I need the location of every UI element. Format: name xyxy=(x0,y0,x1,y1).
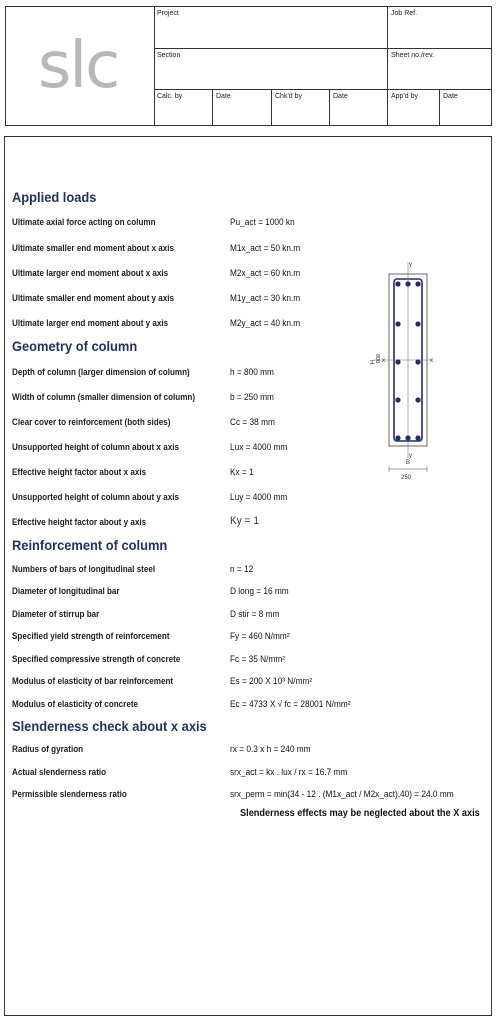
x-axis-label-right: x xyxy=(430,358,433,364)
row-label: Ultimate axial force acting on column xyxy=(12,217,156,227)
row-label: Specified yield strength of reinforcement xyxy=(12,631,170,641)
row-value: M1y_act = 30 kn.m xyxy=(230,293,301,303)
row-value: Ky = 1 xyxy=(230,515,259,527)
row-value: rx = 0.3 x h = 240 mm xyxy=(230,744,311,754)
rebar xyxy=(415,281,420,286)
row-label: Unsupported height of column about y axis xyxy=(12,492,179,502)
rebar xyxy=(405,435,410,440)
row-label: Permissible slenderness ratio xyxy=(12,789,127,799)
row-label: Unsupported height of column about x axis xyxy=(12,442,179,452)
column-section-diagram xyxy=(360,258,440,488)
row-label: Modulus of elasticity of bar reinforcement xyxy=(12,676,174,686)
title-block xyxy=(5,6,492,126)
rebar xyxy=(415,435,420,440)
calc-by-cell: Calc. by xyxy=(154,89,212,125)
row-value: D long = 16 mm xyxy=(230,586,289,596)
row-label: Ultimate larger end moment about x axis xyxy=(12,268,169,278)
row-label: Effective height factor about x axis xyxy=(12,467,147,477)
rebar xyxy=(395,435,400,440)
rebar xyxy=(395,397,400,402)
row-value: srx_perm = min(34 - 12 . (M1x_act / M2x_act),40) = 24.0 mm xyxy=(230,789,454,799)
slenderness-conclusion: Slenderness effects may be neglected about the X axis xyxy=(240,808,480,819)
row-label: Diameter of stirrup bar xyxy=(12,609,100,619)
rebar xyxy=(415,359,420,364)
row-label: Specified compressive strength of concrete xyxy=(12,654,181,664)
rebar xyxy=(405,281,410,286)
row-label: Actual slenderness ratio xyxy=(12,767,107,777)
row-label: Clear cover to reinforcement (both sides) xyxy=(12,417,171,427)
row-value: Ec = 4733 X √ fc = 28001 N/mm² xyxy=(230,699,351,709)
h-dimension-value: 800 xyxy=(374,354,380,364)
row-value: Es = 200 X 10³ N/mm² xyxy=(230,676,313,686)
date-cell-1: Date xyxy=(212,89,271,125)
row-value: M2y_act = 40 kn.m xyxy=(230,318,301,328)
project-cell: Project xyxy=(157,10,179,17)
rebar xyxy=(395,321,400,326)
row-value: Cc = 38 mm xyxy=(230,417,275,427)
row-value: D stir = 8 mm xyxy=(230,609,280,619)
sheet-cell: Sheet no./rev. xyxy=(387,48,491,89)
row-value: n = 12 xyxy=(230,564,254,574)
section-title-reinforcement: Reinforcement of column xyxy=(12,537,168,553)
appd-by-cell: App'd by xyxy=(387,89,439,125)
row-value: h = 800 mm xyxy=(230,367,274,377)
b-dimension-label: B xyxy=(406,460,411,466)
b-dimension-value: 250 xyxy=(401,475,412,481)
chkd-by-cell: Chk'd by xyxy=(271,89,329,125)
row-label: Ultimate larger end moment about y axis xyxy=(12,318,169,328)
y-axis-label-bottom: y xyxy=(409,453,412,459)
job-ref-cell: Job Ref. xyxy=(387,7,491,48)
row-value: Kx = 1 xyxy=(230,467,254,477)
row-label: Ultimate smaller end moment about x axis xyxy=(12,243,175,253)
h-dimension-label: H xyxy=(368,360,374,365)
x-axis-label-left: x xyxy=(382,358,385,364)
section-cell: Section xyxy=(154,48,387,89)
row-label: Width of column (smaller dimension of column) xyxy=(12,392,196,402)
rebar xyxy=(395,359,400,364)
row-value: Luy = 4000 mm xyxy=(230,492,288,502)
row-label: Depth of column (larger dimension of column) xyxy=(12,367,190,377)
row-label: Modulus of elasticity of concrete xyxy=(12,699,139,709)
row-label: Diameter of longitudinal bar xyxy=(12,586,120,596)
row-label: Radius of gyration xyxy=(12,744,84,754)
row-value: M2x_act = 60 kn.m xyxy=(230,268,301,278)
y-axis-label-top: y xyxy=(409,262,412,268)
date-cell-2: Date xyxy=(329,89,387,125)
rebar xyxy=(395,281,400,286)
row-value: b = 250 mm xyxy=(230,392,274,402)
section-title-slenderness: Slenderness check about x axis xyxy=(12,718,207,734)
row-value: Pu_act = 1000 kn xyxy=(230,217,295,227)
section-title-applied-loads: Applied loads xyxy=(12,189,97,205)
logo-text: slc xyxy=(38,29,119,103)
company-logo xyxy=(6,7,155,125)
row-value: srx_act = kx . lux / rx = 16.7 mm xyxy=(230,767,348,777)
row-value: Lux = 4000 mm xyxy=(230,442,288,452)
date-cell-3: Date xyxy=(439,89,491,125)
rebar xyxy=(415,321,420,326)
row-label: Ultimate smaller end moment about y axis xyxy=(12,293,175,303)
section-title-geometry: Geometry of column xyxy=(12,338,138,354)
row-value: M1x_act = 50 kn.m xyxy=(230,243,301,253)
row-value: Fc = 35 N/mm² xyxy=(230,654,285,664)
row-label: Effective height factor about y axis xyxy=(12,517,147,527)
row-value: Fy = 460 N/mm² xyxy=(230,631,290,641)
row-label: Numbers of bars of longitudinal steel xyxy=(12,564,156,574)
rebar xyxy=(415,397,420,402)
